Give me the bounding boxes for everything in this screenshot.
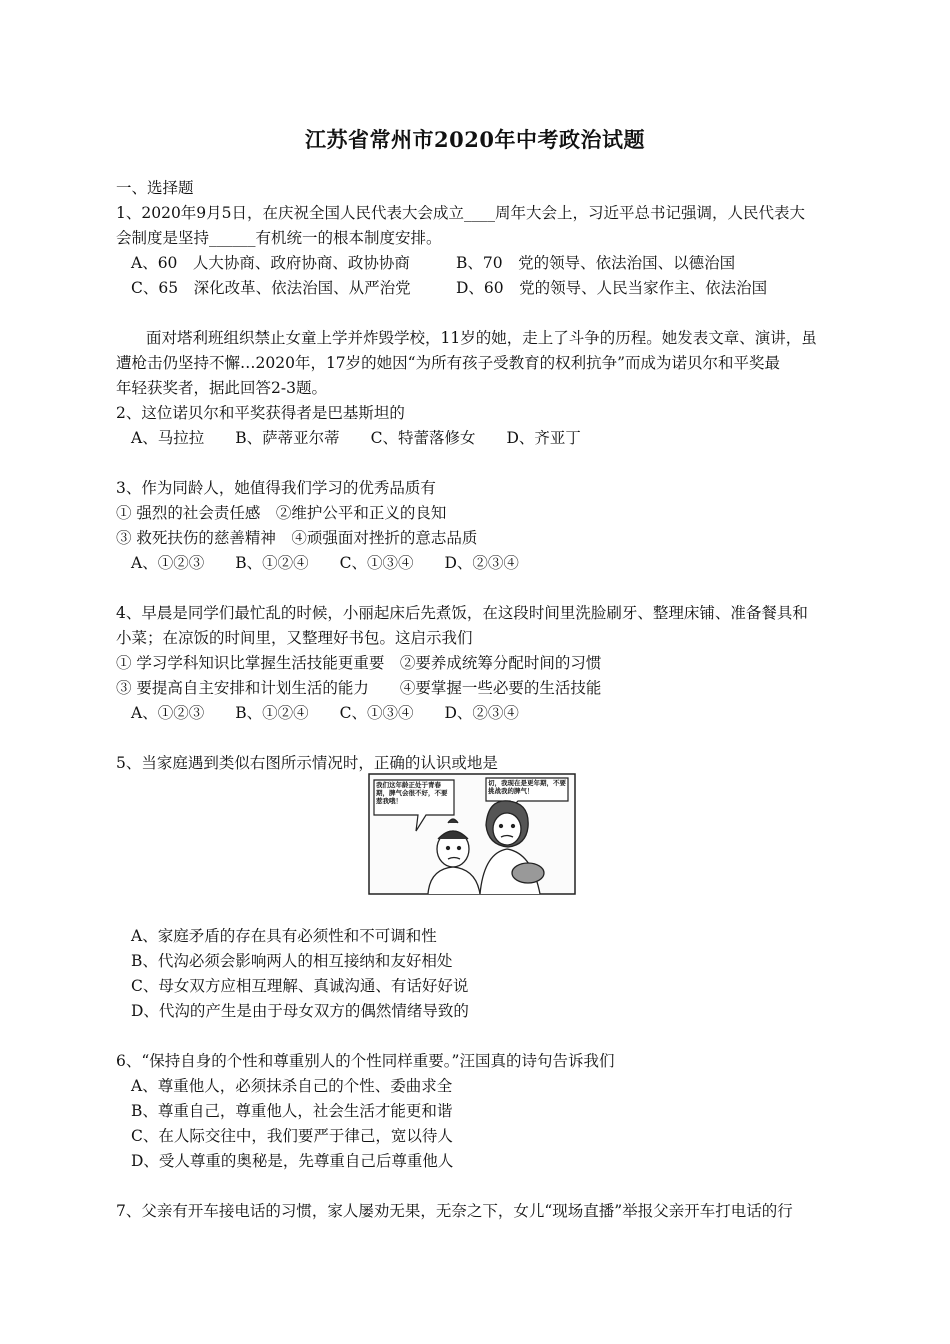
q5-option-a: A、家庭矛盾的存在具有必须性和不可调和性 [131, 927, 437, 945]
cartoon-bubble-right: 切，我现在是更年期，不要挑战我的脾气！ [488, 779, 566, 795]
q5-option-d: D、代沟的产生是由于母女双方的偶然情绪导致的 [131, 1002, 469, 1020]
q3-stem: 3、作为同龄人，她值得我们学习的优秀品质有 [116, 479, 436, 497]
q1-stem-line1: 1、2020年9月5日，在庆祝全国人民代表大会成立____周年大会上，习近平总书记强调，人民代表大 [116, 204, 806, 222]
q1-stem-line2: 会制度是坚持______有机统一的根本制度安排。 [116, 229, 442, 247]
passage-line2: 遭枪击仍坚持不懈…2020年，17岁的她因“为所有孩子受教育的权利抗争”而成为诺贝尔和平奖最 [116, 354, 781, 372]
q3-options: A、①②③ B、①②④ C、①③④ D、②③④ [131, 554, 519, 572]
q3-item-line1: ① 强烈的社会责任感 ②维护公平和正义的良知 [116, 504, 447, 522]
q3-item-line2: ③ 救死扶伤的慈善精神 ④顽强面对挫折的意志品质 [116, 529, 478, 547]
q1-option-c: C、65 深化改革、依法治国、从严治党 [131, 279, 411, 297]
q6-stem: 6、“保持自身的个性和尊重别人的个性同样重要。”汪国真的诗句告诉我们 [116, 1052, 615, 1070]
q4-item-line2: ③ 要提高自主安排和计划生活的能力 ④要掌握一些必要的生活技能 [116, 679, 602, 697]
section-heading: 一、选择题 [116, 179, 194, 197]
q4-options: A、①②③ B、①②④ C、①③④ D、②③④ [131, 704, 519, 722]
q5-option-c: C、母女双方应相互理解、真诚沟通、有话好好说 [131, 977, 469, 995]
q1-option-d: D、60 党的领导、人民当家作主、依法治国 [456, 279, 768, 297]
passage-line3: 年轻获奖者，据此回答2-3题。 [116, 379, 327, 397]
passage-line1: 面对塔利班组织禁止女童上学并炸毁学校，11岁的她，走上了斗争的历程。她发表文章、演讲，虽 [146, 329, 817, 347]
cartoon-bubble-left: 我们这年龄正处于青春期，脾气会很不好，不要惹我哦！ [376, 781, 448, 805]
q4-stem-line1: 4、早晨是同学们最忙乱的时候，小丽起床后先煮饭，在这段时间里洗脸刷牙、整理床铺、准备餐具和 [116, 604, 808, 622]
q4-stem-line2: 小菜；在凉饭的时间里，又整理好书包。这启示我们 [116, 629, 473, 647]
page-title: 江苏省常州市2020年中考政治试题 [305, 127, 645, 152]
q6-option-d: D、受人尊重的奥秘是，先尊重自己后尊重他人 [131, 1152, 454, 1170]
q1-option-a: A、60 人大协商、政府协商、政协协商 [131, 254, 410, 272]
q5-option-b: B、代沟必须会影响两人的相互接纳和友好相处 [131, 952, 453, 970]
q1-option-b: B、70 党的领导、依法治国、以德治国 [456, 254, 736, 272]
q7-stem-line1: 7、父亲有开车接电话的习惯，家人屡劝无果，无奈之下，女儿“现场直播”举报父亲开车打电话的行 [116, 1202, 793, 1220]
q5-cartoon-drawing [368, 773, 576, 895]
q2-stem: 2、这位诺贝尔和平奖获得者是巴基斯坦的 [116, 404, 405, 422]
q6-option-b: B、尊重自己，尊重他人，社会生活才能更和谐 [131, 1102, 453, 1120]
q6-option-c: C、在人际交往中，我们要严于律己，宽以待人 [131, 1127, 453, 1145]
q5-cartoon-image [368, 773, 576, 895]
q4-item-line1: ① 学习学科知识比掌握生活技能更重要 ②要养成统筹分配时间的习惯 [116, 654, 602, 672]
q2-options: A、马拉拉 B、萨蒂亚尔蒂 C、特蕾落修女 D、齐亚丁 [131, 429, 581, 447]
q6-option-a: A、尊重他人，必须抹杀自己的个性、委曲求全 [131, 1077, 453, 1095]
q5-stem: 5、当家庭遇到类似右图所示情况时，正确的认识或地是 [116, 754, 498, 772]
